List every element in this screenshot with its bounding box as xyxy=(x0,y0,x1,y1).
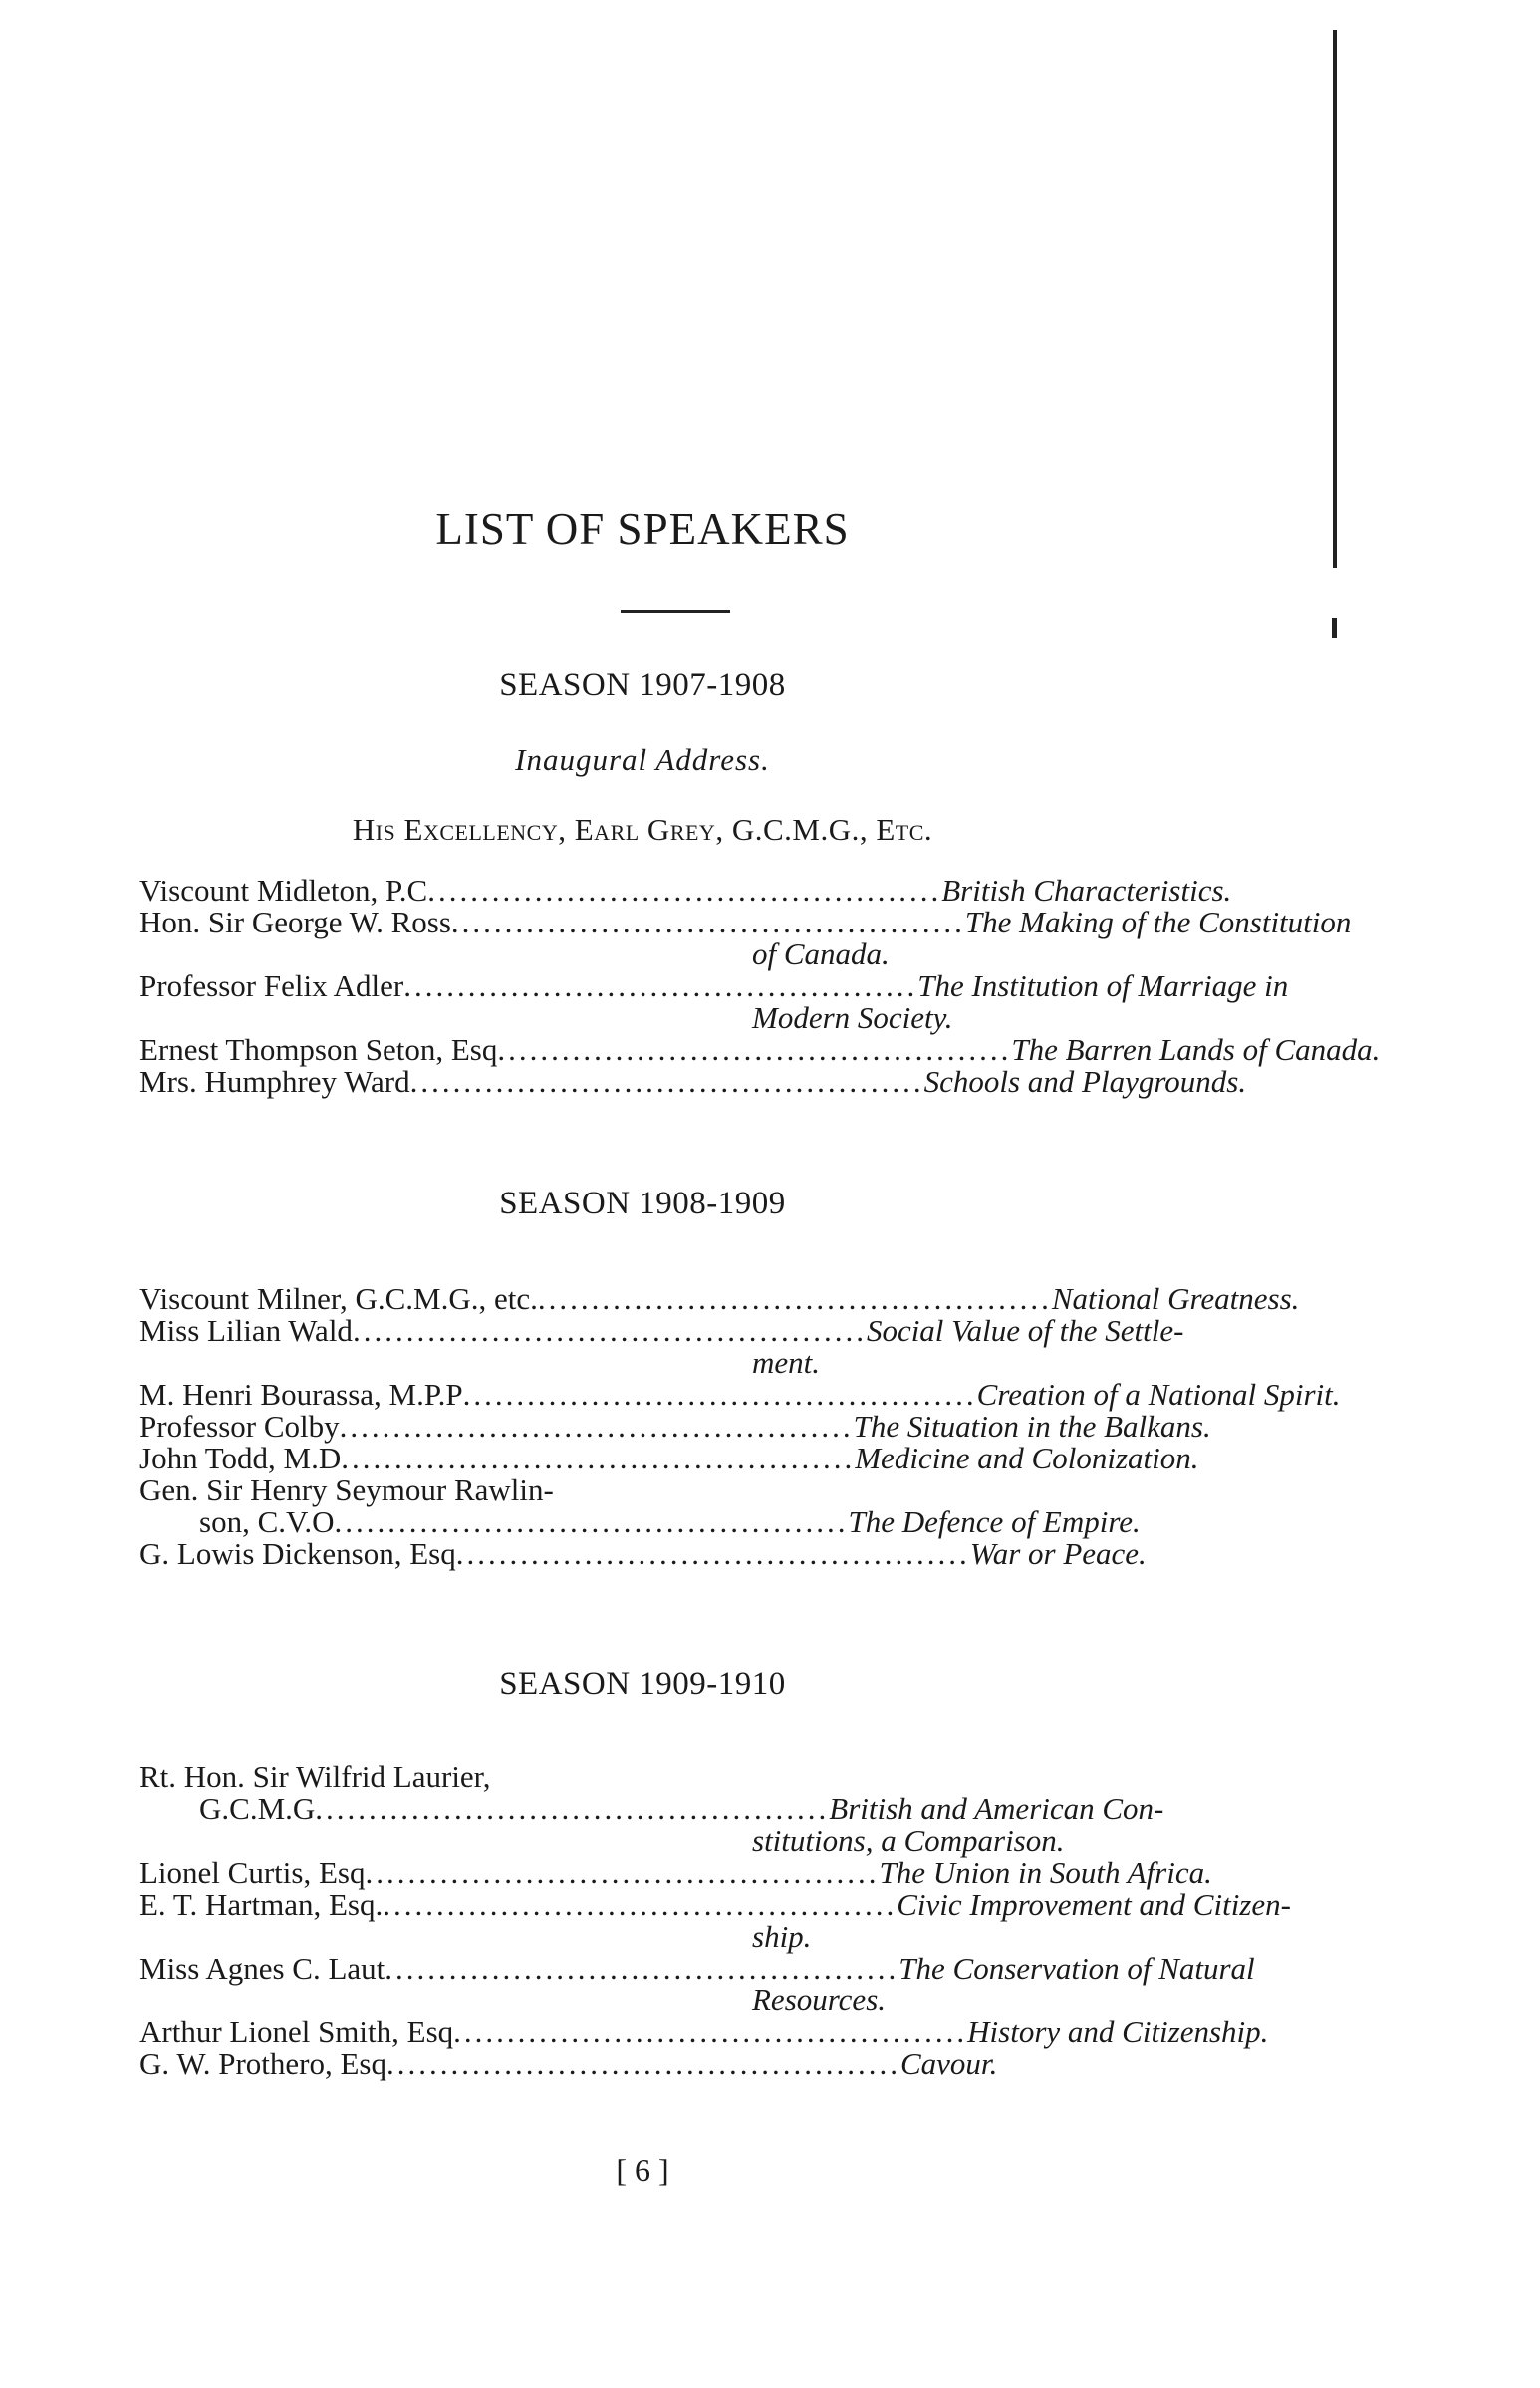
lecture-topic: The Situation in the Balkans. xyxy=(853,1409,1211,1444)
speaker-name: G.C.M.G xyxy=(199,1791,316,1826)
speaker-entry xyxy=(139,1761,1175,1857)
lecture-topic: The Making of the Constitution xyxy=(964,905,1352,939)
speaker-entry xyxy=(139,1951,1255,2017)
lecture-topic: The Barren Lands of Canada. xyxy=(1011,1032,1381,1067)
excellency-line: His Excellency, Earl Grey, G.C.M.G., Etc. xyxy=(352,812,933,847)
leader-dots: ................................................ xyxy=(403,968,918,1003)
lecture-topic-continued: stitutions, a Comparison. xyxy=(752,1823,1065,1858)
leader-dots: ................................................ xyxy=(386,2046,900,2081)
leader-dots: ................................................ xyxy=(385,1951,899,1986)
speaker-name: Hon. Sir George W. Ross xyxy=(139,905,451,939)
lecture-topic: Cavour. xyxy=(900,2046,998,2081)
speaker-entry xyxy=(139,1281,1300,1316)
lecture-topic-continued: Resources. xyxy=(752,1983,887,2017)
leader-dots: ................................................ xyxy=(462,1377,977,1412)
page-edge-line xyxy=(1333,30,1337,568)
lecture-topic: The Institution of Marriage in xyxy=(917,968,1289,1003)
speaker-entry xyxy=(139,1474,1175,1538)
leader-dots: ................................................ xyxy=(450,905,965,939)
speaker-entry xyxy=(139,1313,1184,1380)
lecture-topic: Medicine and Colonization. xyxy=(855,1441,1199,1475)
speaker-entry xyxy=(139,1064,1247,1099)
lecture-topic: National Greatness. xyxy=(1051,1281,1300,1316)
speaker-name: G. W. Prothero, Esq xyxy=(139,2046,386,2081)
leader-dots: ................................................ xyxy=(409,1064,924,1099)
leader-dots: ................................................ xyxy=(341,1441,856,1475)
leader-dots: ................................................ xyxy=(453,2014,968,2049)
speaker-name: Mrs. Humphrey Ward xyxy=(139,1064,410,1099)
lecture-topic-continued: Modern Society. xyxy=(752,1000,953,1035)
speaker-name: John Todd, M.D xyxy=(139,1441,342,1475)
speaker-name: M. Henri Bourassa, M.P.P xyxy=(139,1377,463,1412)
speaker-entry xyxy=(139,1538,1175,1570)
season-heading: SEASON 1909-1910 xyxy=(499,1666,786,1702)
speaker-entry xyxy=(139,1441,1199,1475)
lecture-topic: The Defence of Empire. xyxy=(848,1504,1141,1539)
lecture-topic: History and Citizenship. xyxy=(967,2014,1269,2049)
page-title: LIST OF SPEAKERS xyxy=(435,504,850,554)
title-rule xyxy=(621,610,730,613)
lecture-topic-continued: of Canada. xyxy=(752,936,890,971)
speaker-entry xyxy=(139,905,1352,971)
lecture-topic: British and American Con- xyxy=(829,1791,1164,1826)
speaker-entry xyxy=(139,1409,1211,1444)
speaker-name: Professor Colby xyxy=(139,1409,340,1444)
leader-dots: ................................................ xyxy=(365,1855,880,1890)
season-heading: SEASON 1907-1908 xyxy=(499,667,786,703)
lecture-topic: Social Value of the Settle- xyxy=(866,1313,1184,1348)
speaker-name: Miss Agnes C. Laut xyxy=(139,1951,385,1986)
leader-dots: ................................................ xyxy=(352,1313,867,1348)
speaker-name: Miss Lilian Wald xyxy=(139,1313,353,1348)
speaker-entry xyxy=(139,1855,1212,1890)
lecture-topic-continued: ment. xyxy=(752,1345,821,1380)
speaker-name: E. T. Hartman, Esq. xyxy=(139,1887,384,1922)
speaker-name: Professor Felix Adler xyxy=(139,968,404,1003)
leader-dots: ................................................ xyxy=(339,1409,854,1444)
lecture-topic: Schools and Playgrounds. xyxy=(923,1064,1247,1099)
speaker-entry xyxy=(139,1887,1291,1954)
speaker-name: Viscount Midleton, P.C xyxy=(139,873,428,908)
leader-dots: ................................................ xyxy=(497,1032,1012,1067)
page-edge-mark xyxy=(1332,618,1337,638)
leader-dots: ................................................ xyxy=(455,1536,970,1571)
leader-dots: ................................................ xyxy=(334,1504,849,1539)
speaker-entry xyxy=(139,2014,1269,2049)
speaker-entry xyxy=(139,968,1289,1035)
speaker-name-line1: Rt. Hon. Sir Wilfrid Laurier, xyxy=(139,1759,491,1794)
speaker-entry xyxy=(139,1032,1381,1067)
speaker-entry xyxy=(139,1377,1341,1412)
lecture-topic: Civic Improvement and Citizen- xyxy=(897,1887,1291,1922)
speaker-name: Lionel Curtis, Esq xyxy=(139,1855,366,1890)
leader-dots: ................................................ xyxy=(427,873,942,908)
speaker-entry xyxy=(139,873,1232,908)
speaker-name: Ernest Thompson Seton, Esq xyxy=(139,1032,498,1067)
page-number: [ 6 ] xyxy=(616,2152,669,2188)
speaker-entry xyxy=(139,2048,1175,2080)
speaker-name: Arthur Lionel Smith, Esq xyxy=(139,2014,454,2049)
leader-dots: ................................................ xyxy=(383,1887,898,1922)
inaugural-label: Inaugural Address. xyxy=(515,742,770,777)
leader-dots: ................................................ xyxy=(315,1791,830,1826)
lecture-topic: The Union in South Africa. xyxy=(879,1855,1212,1890)
speaker-name: son, C.V.O xyxy=(199,1504,335,1539)
leader-dots: ................................................ xyxy=(537,1281,1052,1316)
speaker-name: G. Lowis Dickenson, Esq xyxy=(139,1536,456,1571)
lecture-topic: Creation of a National Spirit. xyxy=(976,1377,1341,1412)
lecture-topic: British Characteristics. xyxy=(941,873,1232,908)
lecture-topic-continued: ship. xyxy=(752,1919,812,1954)
lecture-topic: The Conservation of Natural xyxy=(898,1951,1255,1986)
speaker-name-line1: Gen. Sir Henry Seymour Rawlin- xyxy=(139,1472,554,1507)
lecture-topic: War or Peace. xyxy=(969,1536,1147,1571)
season-heading: SEASON 1908-1909 xyxy=(499,1186,786,1221)
speaker-name: Viscount Milner, G.C.M.G., etc. xyxy=(139,1281,538,1316)
